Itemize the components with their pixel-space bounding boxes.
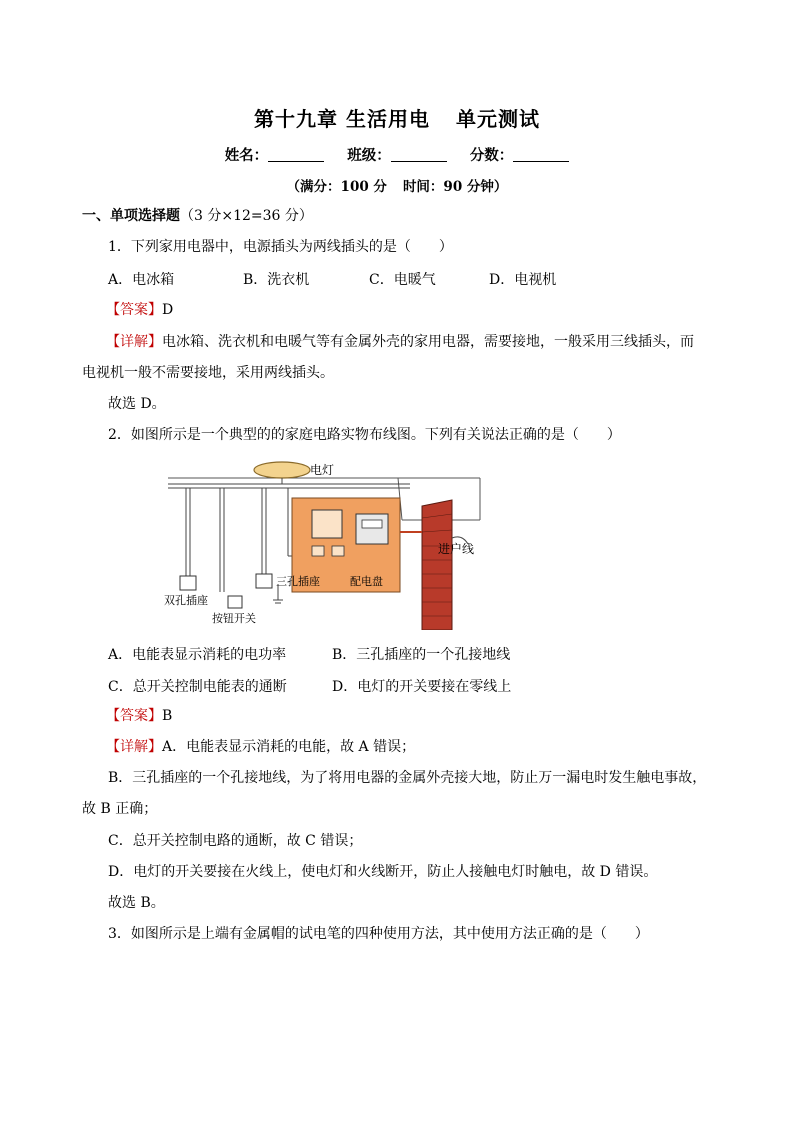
name-blank [268,147,324,162]
q2-detail-d: D．电灯的开关要接在火线上，使电灯和火线断开，防止人接触电灯时触电，故 D 错误。 [108,864,658,880]
q2-detail-tag: 【详解】 [106,739,162,755]
q1-conclusion: 故选 D。 [108,396,166,412]
section-scoring: （3 分×12=36 分） [180,208,313,224]
q1-detail-line1 [106,332,694,352]
name-label: 姓名： [224,147,269,164]
q1-answer-tag: 【答案】 [106,302,162,318]
score-blank [513,147,569,162]
label-two-hole: 双孔插座 [164,594,208,607]
meter-display [362,520,382,528]
student-info-row [0,144,794,165]
class-label: 班级： [347,147,391,164]
q1-answer-value: D [162,302,174,318]
q2-detail-b2: 故 B 正确； [82,801,158,817]
q2-detail-a: A．电能表显示消耗的电能，故 A 错误； [162,739,416,755]
full-score: （满分：100 分 [286,179,387,195]
q2-detail-b1: B．三孔插座的一个孔接地线，为了将用电器的金属外壳接大地，防止万一漏电时发生触电事故， [108,770,707,786]
electric-meter [356,514,388,544]
label-three-hole: 三孔插座 [276,575,320,588]
section-heading [82,205,313,225]
q2-conclusion: 故选 B。 [108,895,165,911]
q2-option-c: C．总开关控制电能表的通断 [108,679,287,695]
fuse-box [312,510,342,538]
label-switch: 按钮开关 [212,612,256,625]
title-test: 单元测试 [455,107,540,131]
q2-option-d: D．电灯的开关要接在零线上 [332,679,512,695]
button-switch [228,596,242,608]
title-chapter: 第十九章 生活用电 [254,107,430,131]
breaker-2 [332,546,344,556]
q2-answer [106,706,172,726]
two-hole-socket [180,576,196,590]
page-title [0,103,794,132]
q2-stem: 2．如图所示是一个典型的的家庭电路实物布线图。下列有关说法正确的是（ ） [108,427,621,443]
breaker-1 [312,546,324,556]
q2-option-b: B．三孔插座的一个孔接地线 [332,647,511,663]
label-panel: 配电盘 [350,575,383,588]
three-hole-socket [256,574,272,588]
q2-detail-c: C．总开关控制电路的通断，故 C 错误； [108,833,363,849]
q2-answer-value: B [162,708,173,724]
ceiling-lamp [254,462,310,478]
label-entry: 进户线 [438,542,475,556]
q2-detail-line-a [106,737,415,757]
q2-option-a: A．电能表显示消耗的电功率 [108,647,287,663]
q1-option-a: A．电冰箱 [108,272,175,288]
class-blank [391,147,447,162]
brick-wall [422,500,452,630]
q1-detail-tag: 【详解】 [106,334,162,350]
q1-option-d: D．电视机 [489,272,557,288]
q1-option-c: C．电暖气 [369,272,436,288]
q1-detail-line2: 电视机一般不需要接地，采用两线插头。 [82,365,334,381]
exam-meta [0,175,794,195]
home-wiring-figure [160,452,490,630]
q1-detail-text1: 电冰箱、洗衣机和电暖气等有金属外壳的家用电器，需要接地，一般采用三线插头，而 [162,334,694,350]
label-lamp: 电灯 [310,463,335,477]
q1-stem: 1．下列家用电器中，电源插头为两线插头的是（ ） [108,239,453,255]
score-label: 分数： [469,147,514,164]
q2-answer-tag: 【答案】 [106,708,162,724]
exam-time: 时间：90 分钟） [402,179,508,195]
q3-stem: 3．如图所示是上端有金属帽的试电笔的四种使用方法，其中使用方法正确的是（ ） [108,926,649,942]
q1-answer [106,300,173,320]
section-title: 一、单项选择题 [82,208,180,224]
q1-option-b: B．洗衣机 [243,272,310,288]
